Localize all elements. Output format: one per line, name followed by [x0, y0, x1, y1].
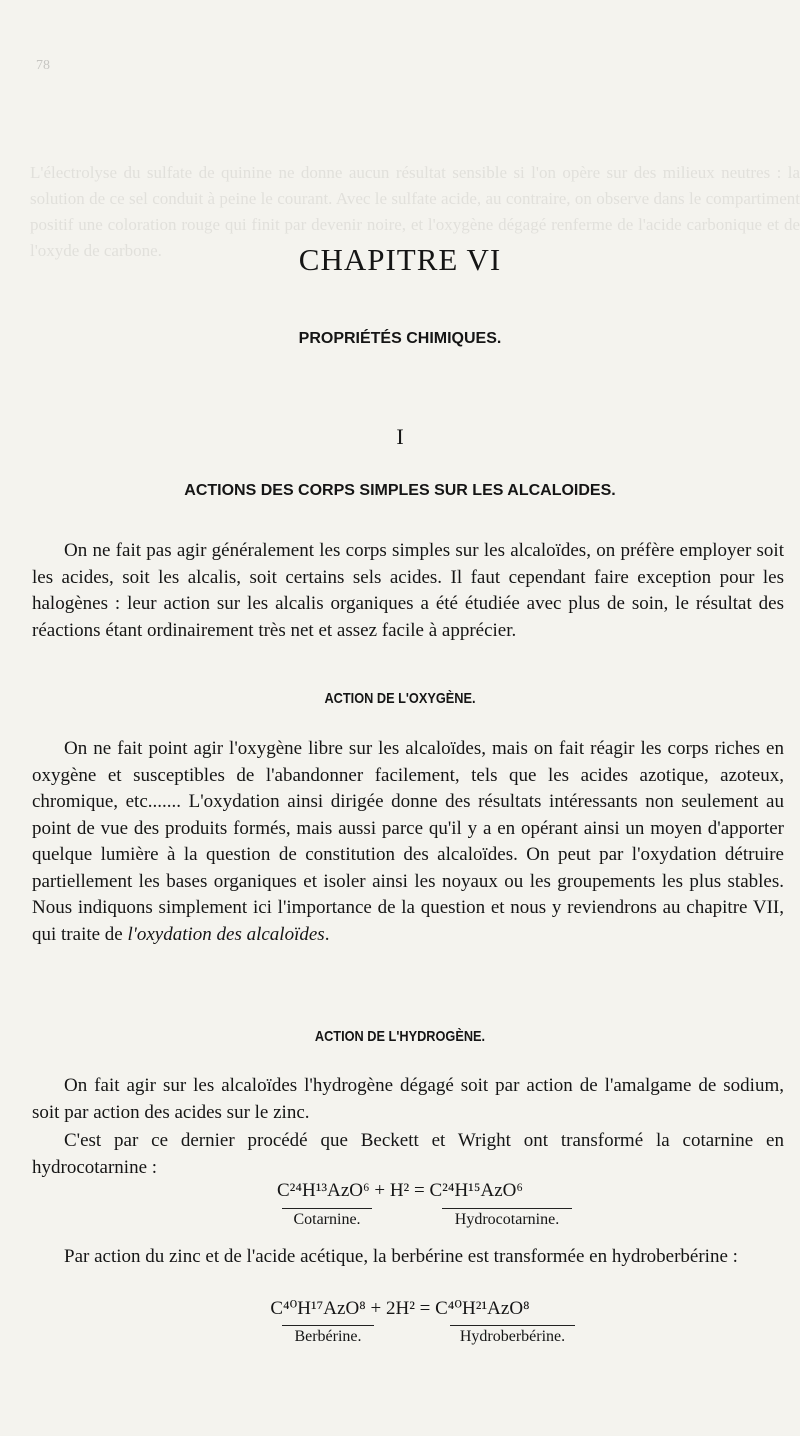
formula-label-hydrocotarnine: Hydrocotarnine.: [442, 1208, 572, 1229]
hydrogen-paragraph-1: On fait agir sur les alcaloïdes l'hydrogène dégagé soit par action de l'amalgame de sodium, soit par action des acides sur le zinc.: [32, 1075, 784, 1123]
bleed-through-text: L'électrolyse du sulfate de quinine ne donne aucun résultat sensible si l'on opère sur des milieux neutres : la solution de ce sel conduit à peine le courant. Avec le sulfate acide, au contraire, on observe dans le compartiment positif une coloration rouge qui finit par devenir noire, et l'oxygène dégagé renferme de l'acide carbonique et de l'oxyde de carbone.: [30, 163, 800, 260]
bleed-through-page-number: 78: [36, 58, 50, 73]
formula-label-berberine: Berbérine.: [282, 1325, 374, 1346]
oxygen-italic: l'oxydation des alcaloïdes: [127, 923, 325, 945]
oxygen-end: .: [324, 923, 330, 945]
section-title: ACTIONS DES CORPS SIMPLES SUR LES ALCALOIDES.: [184, 482, 616, 499]
formula-cotarnine: C²⁴H¹³AzO⁶ + H² = C²⁴H¹⁵AzO⁶: [277, 1180, 523, 1201]
formula-label-hydroberberine: Hydroberbérine.: [450, 1325, 575, 1346]
hydrogen-paragraph-3: Par action du zinc et de l'acide acétique, la berbérine est transformée en hydroberbérine :: [64, 1246, 738, 1267]
chapter-subtitle: PROPRIÉTÉS CHIMIQUES.: [298, 330, 502, 347]
oxygen-text: On ne fait point agir l'oxygène libre sur les alcaloïdes, mais on fait réagir les corps riches en oxygène et susceptibles de l'abandonner facilement, tels que les acides azotique, azoteux, chromique, etc....... L'oxydation ainsi dirigée donne des résultats intéressants non seulement au point de vue des produits formés, mais aussi parce qu'il y a en opérant ainsi un moyen d'apporter quelque lumière à la question de constitution des alcaloïdes. On peut par l'oxydation détruire partiellement les bases organiques et isoler ainsi les noyaux ou les groupements les plus stables. Nous indiquons simplement ici l'importance de la question et nous y reviendrons au chapitre VII, qui traite de: [32, 738, 784, 945]
formula-label-cotarnine: Cotarnine.: [282, 1208, 372, 1229]
hydrogen-paragraph-2: C'est par ce dernier procédé que Beckett et Wright ont transformé la cotarnine en hydrocotarnine :: [32, 1130, 784, 1178]
formula-berberine: C⁴⁰H¹⁷AzO⁸ + 2H² = C⁴⁰H²¹AzO⁸: [270, 1298, 530, 1319]
oxygen-paragraph: [32, 736, 784, 948]
intro-paragraph: On ne fait pas agir généralement les corps simples sur les alcaloïdes, on préfère employer soit les acides, soit les alcalis, soit certains sels acides. Il faut cependant faire exception pour les halogènes : leur action sur les alcalis organiques a été étudiée avec plus de soin, le résultat des réactions étant ordinairement très net et assez facile à apprécier.: [32, 540, 784, 641]
oxygen-heading: ACTION DE L'OXYGÈNE.: [324, 690, 476, 707]
chapter-title: CHAPITRE VI: [298, 242, 502, 277]
hydrogen-heading: ACTION DE L'HYDROGÈNE.: [314, 1028, 486, 1045]
section-number: I: [396, 424, 404, 449]
